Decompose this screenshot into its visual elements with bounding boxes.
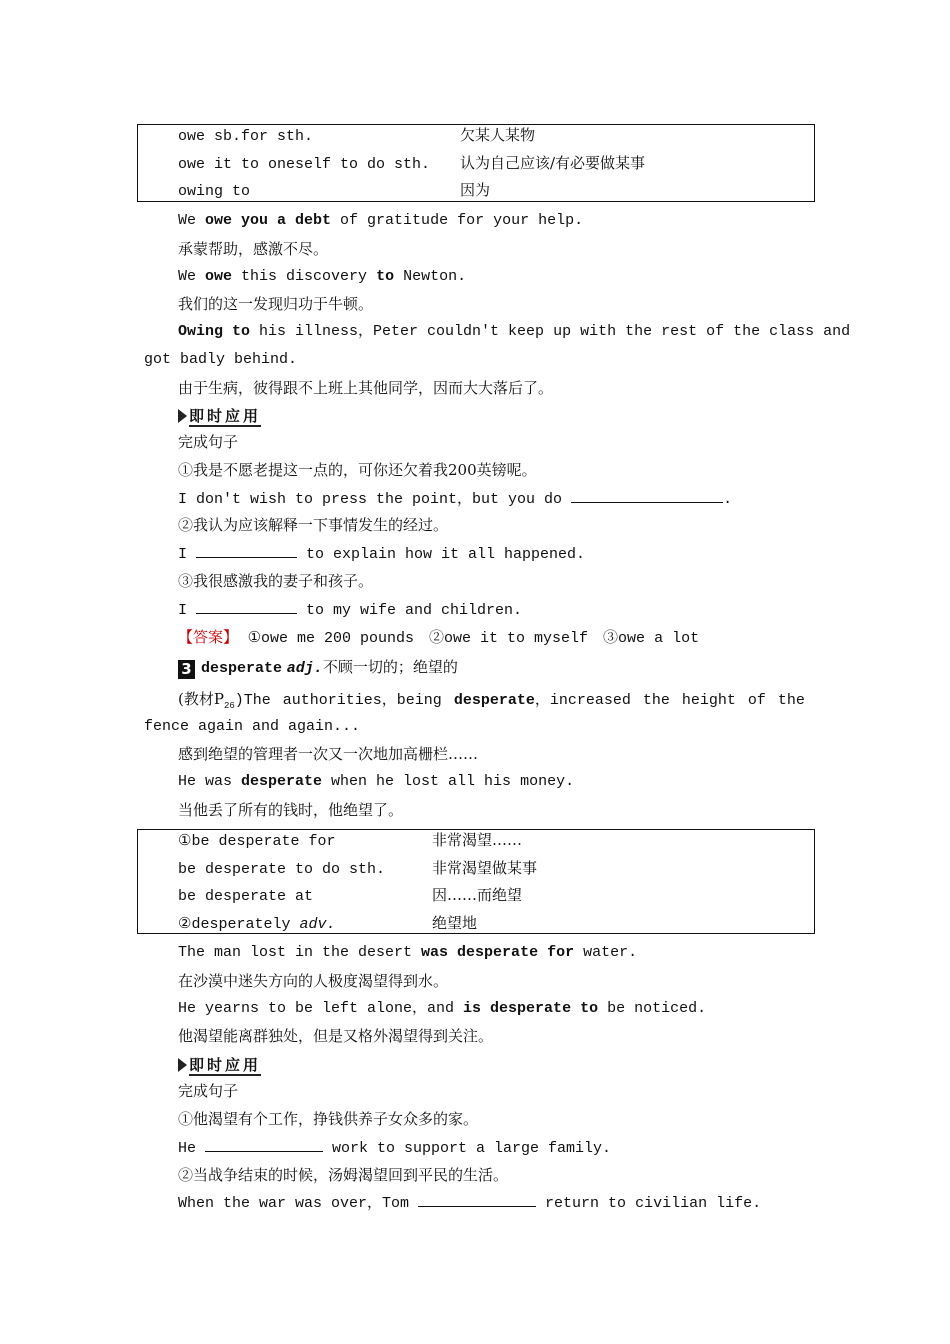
answer-line xyxy=(178,627,699,649)
exercise-sentence: I to my wife and children. xyxy=(178,599,522,621)
exercise-sentence: I to explain how it all happened. xyxy=(178,543,585,565)
example-translation: 他渴望能离群独处，但是又格外渴望得到关注。 xyxy=(178,1027,494,1045)
phrase-en: be desperate to do sth. xyxy=(178,861,386,878)
textbook-sentence: (教材$P_{26})The$ authorities，being desperate，increased the height of the xyxy=(178,690,805,711)
triangle-icon xyxy=(178,409,187,423)
example-translation: 在沙漠中迷失方向的人极度渴望得到水。 xyxy=(178,972,449,990)
answer-blank[interactable] xyxy=(418,1192,536,1207)
phrase-zh: 因为 xyxy=(460,181,491,199)
exercise-prompt: ③我很感激我的妻子和孩子。 xyxy=(178,572,374,590)
phrase-en: owe it to oneself to do sth. xyxy=(178,156,431,173)
phrase-zh: 绝望地 xyxy=(432,914,478,932)
phrase-zh: 欠某人某物 xyxy=(460,126,536,144)
phrase-en: ②desperately adv. xyxy=(178,916,336,933)
example-translation: 我们的这一发现归功于牛顿。 xyxy=(178,295,374,313)
answer-blank[interactable] xyxy=(571,488,723,503)
phrase-box-owe xyxy=(137,124,815,202)
answer-blank[interactable] xyxy=(196,599,297,614)
phrase-zh: 非常渴望…… xyxy=(432,831,523,849)
exercise-prompt: ②当战争结束的时候，汤姆渴望回到平民的生活。 xyxy=(178,1166,509,1184)
phrase-zh: 因……而绝望 xyxy=(432,886,523,904)
example-sentence: He was desperate when he lost all his money. xyxy=(178,773,575,790)
example-sentence: The man lost in the desert was desperate for water. xyxy=(178,944,638,961)
example-sentence: Owing to his illness，Peter couldn't keep up with the rest of the class and xyxy=(178,323,851,340)
exercise-title: 完成句子 xyxy=(178,1082,239,1100)
phrase-en: owe sb.for sth. xyxy=(178,128,314,145)
entry-pos: adj. xyxy=(286,660,323,677)
answer-label: 【答案】 xyxy=(178,628,239,646)
phrase-en: be desperate at xyxy=(178,888,314,905)
example-translation: 当他丢了所有的钱时，他绝望了。 xyxy=(178,801,404,819)
exercise-title: 完成句子 xyxy=(178,433,239,451)
example-sentence: He yearns to be left alone，and is desperate to be noticed. xyxy=(178,1000,707,1017)
example-sentence: We owe you a debt of gratitude for your help. xyxy=(178,212,584,229)
example-sentence-cont: got badly behind. xyxy=(144,351,298,368)
instant-application-tag: 即时应用 xyxy=(178,406,261,426)
answer-blank[interactable] xyxy=(205,1137,323,1152)
exercise-prompt: ②我认为应该解释一下事情发生的经过。 xyxy=(178,516,449,534)
answer-text: ①owe me 200 pounds ②owe it to myself ③owe a lot xyxy=(247,630,700,647)
phrase-box-desperate xyxy=(137,829,815,934)
exercise-prompt: ①他渴望有个工作，挣钱供养子女众多的家。 xyxy=(178,1110,479,1128)
triangle-icon xyxy=(178,1058,187,1072)
textbook-translation: 感到绝望的管理者一次又一次地加高栅栏…… xyxy=(178,745,479,763)
exercise-sentence: He work to support a large family. xyxy=(178,1137,611,1159)
vocab-entry-header xyxy=(178,657,458,679)
answer-blank[interactable] xyxy=(196,543,297,558)
textbook-sentence-cont: fence again and again... xyxy=(144,718,361,735)
exercise-sentence: When the war was over，Tom return to civilian life. xyxy=(178,1192,761,1214)
example-sentence: We owe this discovery to Newton. xyxy=(178,268,467,285)
phrase-zh: 认为自己应该/有必要做某事 xyxy=(460,154,646,172)
entry-word: desperate xyxy=(201,660,283,677)
example-translation: 由于生病，彼得跟不上班上其他同学，因而大大落后了。 xyxy=(178,379,554,397)
entry-number: 3 xyxy=(178,660,195,679)
example-translation: 承蒙帮助，感激不尽。 xyxy=(178,240,329,258)
exercise-sentence: I don't wish to press the point，but you do . xyxy=(178,488,732,510)
exercise-prompt: ①我是不愿老提这一点的，可你还欠着我200英镑呢。 xyxy=(178,461,537,479)
phrase-en: owing to xyxy=(178,183,251,200)
phrase-en: ①be desperate for xyxy=(178,833,336,850)
instant-application-tag: 即时应用 xyxy=(178,1055,261,1075)
entry-meaning: 不顾一切的；绝望的 xyxy=(322,658,458,676)
phrase-zh: 非常渴望做某事 xyxy=(432,859,538,877)
